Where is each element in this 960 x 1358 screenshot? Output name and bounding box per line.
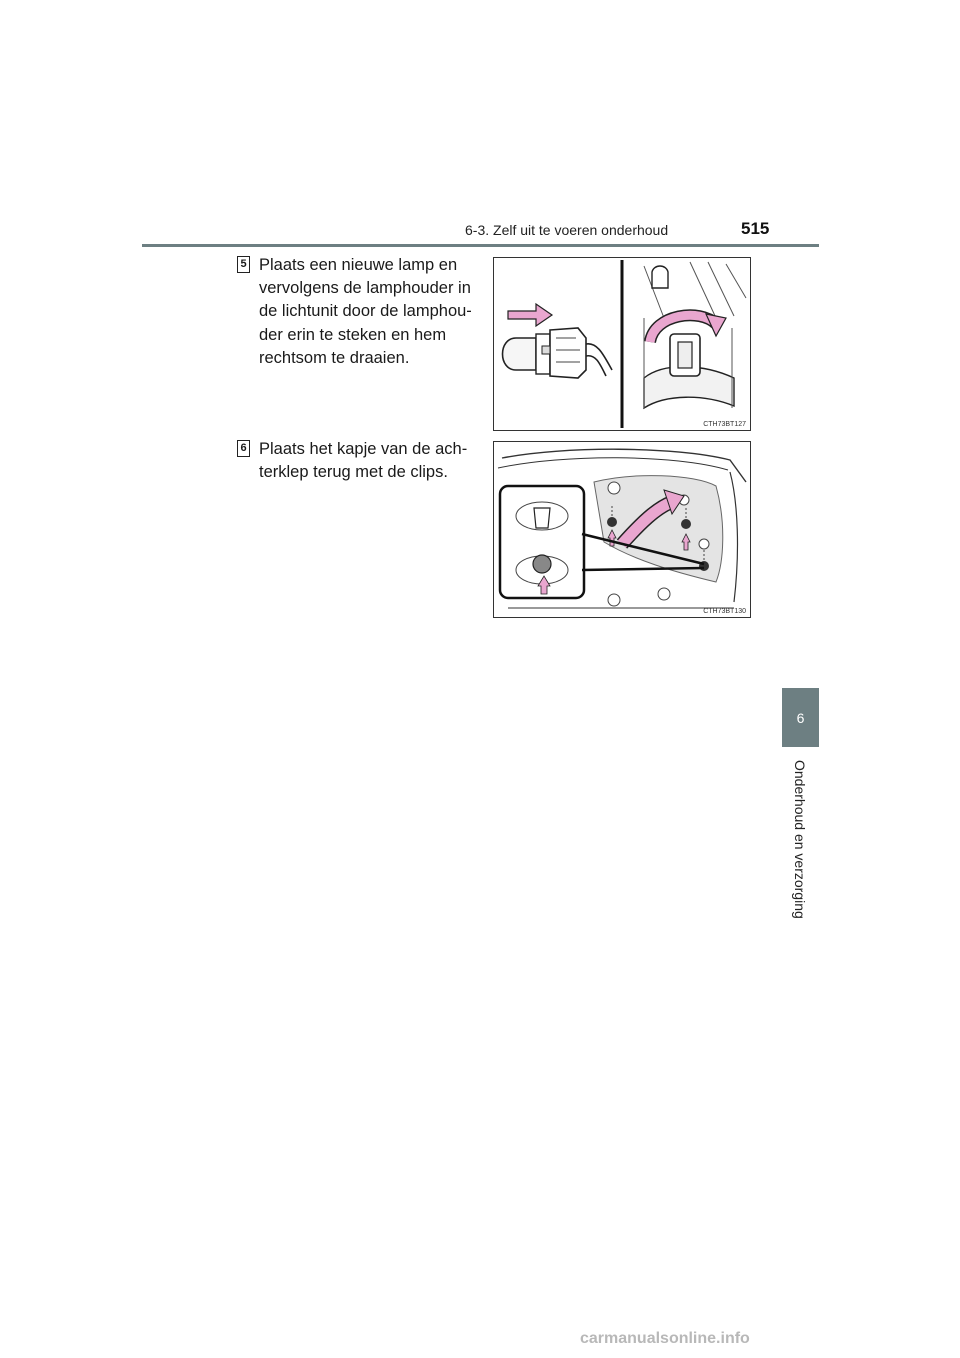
step-6-text: Plaats het kapje van de ach- terklep terug met de clips.: [259, 440, 468, 482]
chapter-tab-label: [786, 760, 814, 930]
figure-code: CTH73BT130: [703, 608, 746, 615]
figure-bulb-install: [493, 257, 751, 431]
bulb-install-illustration: [494, 258, 750, 430]
chapter-tab-number: 6: [796, 710, 805, 726]
step-6-badge: 6: [237, 440, 250, 457]
chapter-tab[interactable]: [782, 688, 819, 747]
watermark: carmanualsonline.info: [580, 1330, 750, 1347]
step-5-text: Plaats een nieuwe lamp en vervolgens de lamphouder in de lichtunit door de lamphou- der erin te steken en hem rechtsom te draaien.: [259, 256, 472, 367]
header-section-title: 6-3. Zelf uit te voeren onderhoud: [465, 222, 669, 238]
figure-tailgate-cover: [493, 441, 751, 618]
page-number: 515: [741, 219, 770, 238]
tailgate-cover-illustration: [494, 442, 750, 617]
figure-code: CTH73BT127: [703, 421, 746, 428]
chapter-label-text: Onderhoud en verzorging: [792, 760, 808, 919]
step-5-badge: 5: [237, 256, 250, 273]
header-rule: [142, 244, 819, 247]
